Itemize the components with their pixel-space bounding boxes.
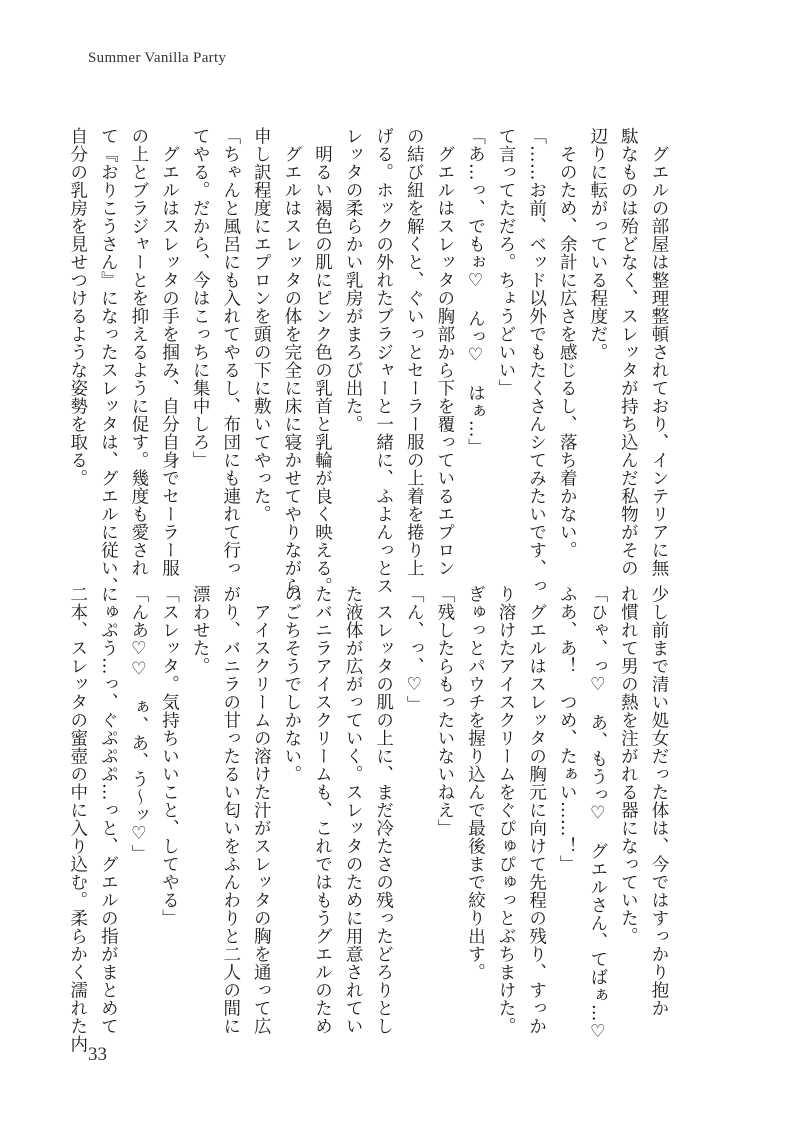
text-line: 「んあ♡♡ ぁ、あ、う〜ッ♡」 [128, 585, 149, 863]
text-line: そのため、余計に広さを感じるし、落ち着かない。 [557, 127, 578, 559]
text-line: にゅぷう…っ、ぐぷぷぷ…っと、グエルの指がまとめて [98, 585, 119, 1035]
text-line: り溶けたアイスクリームをぐぴゅぴゅっとぶちまけた。 [496, 585, 517, 1035]
text-line: て『おりこうさん』になったスレッタは、グエルに従い、 [98, 127, 119, 595]
text-line: 少し前まで清い処女だった体は、今ではすっかり抱か [649, 585, 669, 1017]
text-line: たバニラアイスクリームも、これではもうグエルのため [312, 585, 333, 1035]
body-text-upper-block [62, 127, 674, 613]
text-line: てやる。だから、今はこっちに集中しろ」 [190, 127, 211, 469]
text-line: 「ちゃんと風呂にも入れてやるし、布団にも連れて行っ [220, 127, 241, 577]
text-line: 明るい褐色の肌にピンク色の乳首と乳輪が良く映える。 [312, 127, 333, 595]
text-line: 漂わせた。 [190, 585, 211, 675]
text-line: レッタの柔らかい乳房がまろび出た。 [343, 127, 364, 433]
text-line: アイスクリームの溶けた汁がスレッタの胸を通って広 [251, 585, 272, 1035]
text-line: げる。ホックの外れたブラジャーと一緒に、ふよんっとス [373, 127, 394, 595]
text-line: グエルはスレッタの胸元に向けて先程の残り、すっか [526, 585, 547, 1035]
text-line: て言ってただろ。ちょうどいい」 [496, 127, 517, 397]
text-line: 「ん、っ、♡」 [404, 585, 425, 714]
text-line: ふあ、あ！ つめ、たぁい……！」 [557, 585, 578, 873]
text-line: の上とブラジャーとを抑えるように促す。幾度も愛され [128, 127, 149, 577]
text-line: 自分の乳房を見せつけるような姿勢を取る。 [67, 127, 88, 487]
text-line: れ慣れて男の熱を注がれる器になっていた。 [618, 585, 639, 945]
text-line: グエルはスレッタの胸部から下を覆っているエプロン [434, 127, 455, 577]
body-text-lower-block [62, 585, 674, 1053]
page-number: 33 [88, 1044, 107, 1065]
text-line: 駄なものは殆どなく、スレッタが持ち込んだ私物がその [618, 127, 639, 577]
text-line: 「残したらもったいないねえ」 [434, 585, 455, 837]
text-line: スレッタの肌の上に、まだ冷たさの残ったどろりとし [373, 585, 394, 1035]
text-line: グエルはスレッタの体を完全に床に寝かせてやりながら、 [281, 127, 302, 613]
text-line: グエルの部屋は整理整頓されており、インテリアに無 [649, 127, 669, 577]
text-line: の結び紐を解くと、ぐいっとセーラー服の上着を捲り上 [404, 127, 425, 577]
text-line: 二本、スレッタの蜜壺の中に入り込む。柔らかく濡れた内 [67, 585, 88, 1053]
text-line: がり、バニラの甘ったるい匂いをふんわりと二人の間に [220, 585, 241, 1035]
text-line: 辺りに転がっている程度だ。 [587, 127, 608, 361]
text-line: 「ひゃ、っ♡ あ、もうっ♡ グエルさん、てばぁ…♡ [587, 585, 608, 1043]
running-header: Summer Vanilla Party [88, 50, 227, 66]
text-line: グエルはスレッタの手を掴み、自分自身でセーラー服 [159, 127, 180, 577]
text-line: 「あ…っ、でもぉ♡ んっ♡ はぁ…」 [465, 127, 486, 456]
text-line: 「……お前、ベッド以外でもたくさんシてみたいです、っ [526, 127, 547, 595]
text-line: 申し訳程度にエプロンを頭の下に敷いてやった。 [251, 127, 272, 523]
text-line: のごちそうでしかない。 [281, 585, 302, 783]
text-line: ぎゅっとパウチを握り込んで最後まで絞り出す。 [465, 585, 486, 981]
text-line: た液体が広がっていく。スレッタのために用意されてい [343, 585, 364, 1035]
text-line: 「スレッタ。気持ちいいこと、してやる」 [159, 585, 180, 927]
